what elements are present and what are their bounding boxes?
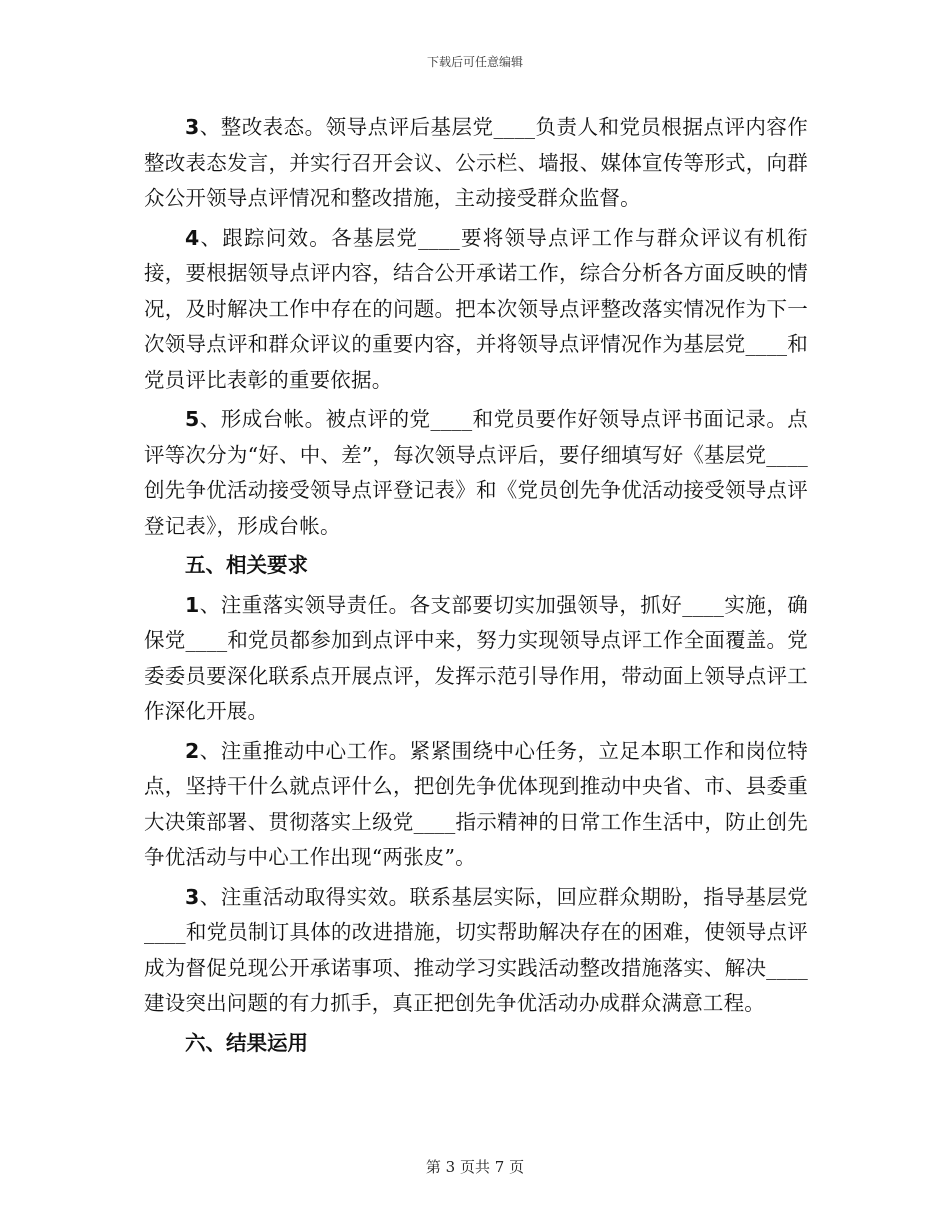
section-heading-requirements: 五、相关要求 — [185, 553, 308, 577]
item-number: 5 — [185, 407, 200, 431]
item-number: 1 — [185, 592, 200, 617]
item-number: 2 — [185, 738, 200, 763]
paragraph-text: 、整改表态。领导点评后基层党____负责人和党员根据点评内容作整改表态发言，并实行召开会议、公示栏、墙报、媒体宣传等形式，向群众公开领导点评情况和整改措施，主动接受群众监督。 — [144, 115, 808, 210]
item-number: 4 — [185, 225, 200, 250]
document-body — [144, 110, 808, 1061]
paragraph-central-work — [144, 734, 808, 876]
page-footer: 第 3 页共 7 页 — [425, 1158, 525, 1176]
paragraph-text: 、跟踪问效。各基层党____要将领导点评工作与群众评议有机衔接，要根据领导点评内容，结合公开承诺工作，综合分析各方面反映的情况，及时解决工作中存在的问题。把本次领导点评整改落实情况作为下一次领导点评和群众评议的重要内容，并将领导点评情况作为基层党____和党员评比表彰的重要依据。 — [144, 225, 808, 392]
page-header: 下载后可任意编辑 — [426, 55, 523, 69]
paragraph-leadership-responsibility — [144, 588, 808, 730]
item-number: 3 — [185, 884, 200, 909]
paragraph-text: 、注重落实领导责任。各支部要切实加强领导，抓好____实施，确保党____和党员都参加到点评中来，努力实现领导点评工作全面覆盖。党委委员要深化联系点开展点评，发挥示范引导作用，带动面上领导点评工作深化开展。 — [144, 592, 808, 723]
paragraph-rectification-statement — [144, 110, 808, 217]
paragraph-follow-up — [144, 221, 808, 399]
section-heading-results: 六、结果运用 — [185, 1030, 308, 1055]
paragraph-effectiveness — [144, 880, 808, 1022]
paragraph-text: 、注重推动中心工作。紧紧围绕中心任务，立足本职工作和岗位特点，坚持干什么就点评什么，把创先争优体现到推动中央省、市、县委重大决策部署、贯彻落实上级党____指示精神的日常工作生活中，防止创先争优活动与中心工作出现“两张皮”。 — [144, 738, 808, 869]
paragraph-ledger — [144, 402, 808, 544]
paragraph-text: 、注重活动取得实效。联系基层实际，回应群众期盼，指导基层党____和党员制订具体的改进措施，切实帮助解决存在的困难，使领导点评成为督促兑现公开承诺事项、推动学习实践活动整改措施落实、解决____建设突出问题的有力抓手，真正把创先争优活动办成群众满意工程。 — [144, 884, 808, 1015]
paragraph-text: 、形成台帐。被点评的党____和党员要作好领导点评书面记录。点评等次分为“好、中、差”，每次领导点评后，要仔细填写好《基层党____创先争优活动接受领导点评登记表》和《党员创先争优活动接受领导点评登记表》，形成台帐。 — [144, 407, 808, 538]
item-number: 3 — [185, 115, 200, 139]
